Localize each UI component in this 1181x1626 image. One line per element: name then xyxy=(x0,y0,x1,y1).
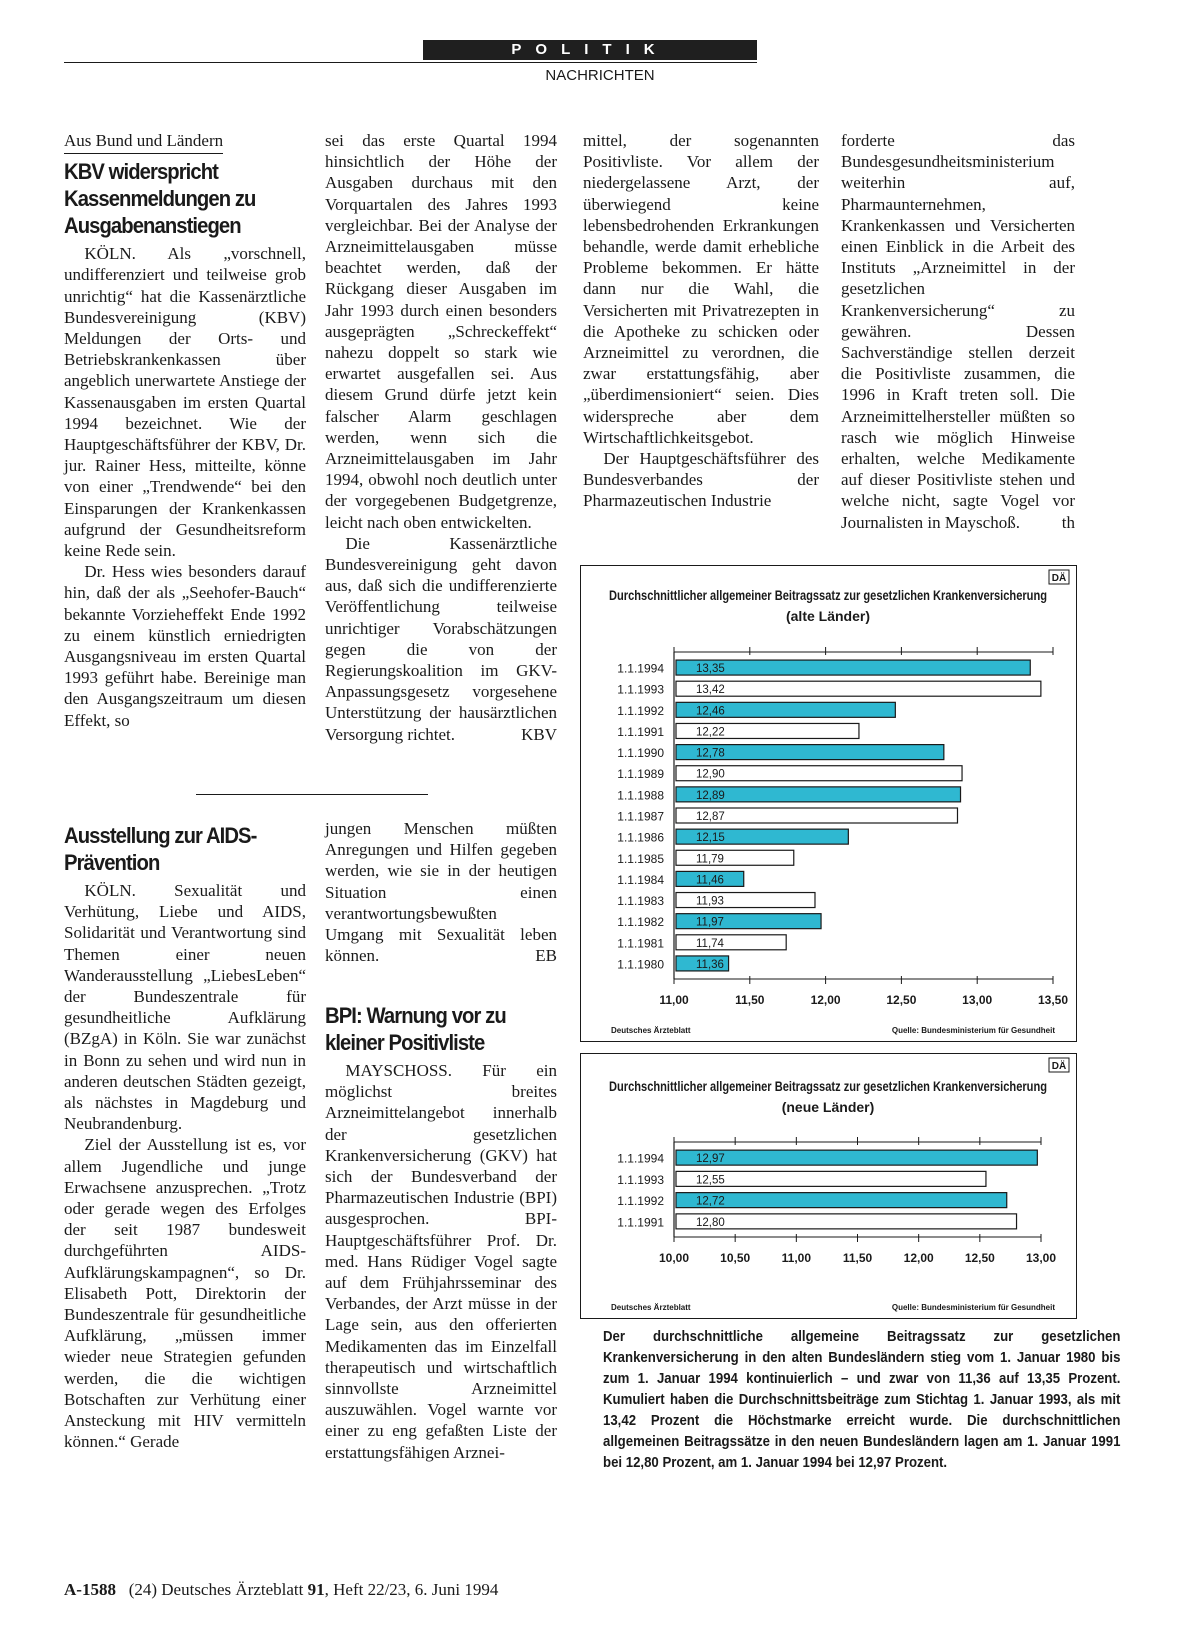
bar-value-label: 11,93 xyxy=(696,895,724,908)
article1-col2 xyxy=(325,130,557,745)
article3-paragraph: forderte das Bundesgesundheitsministerium weiterhin auf, Pharmaunternehmen, Krankenkassen und Versicherten einen Einblick in die Arbeit des Instituts „Arzneimittel in der gesetzlichen Krankenversicherung“ zu gewähren. Dessen Sachverständige stellen derzeit die Positivliste zusammen, die 1996 in Kraft treten soll. Die Arzneimittelhersteller müßten so rasch wie möglich Hinweise erhalten, welche Medikamente auf dieser Positivliste stehen und welche nicht, sagte Vogel vor Journalisten in Mayschoß. xyxy=(841,131,1075,532)
bar xyxy=(676,935,786,950)
subsection-label: NACHRICHTEN xyxy=(545,67,655,84)
chart-subtitle: (neue Länder) xyxy=(781,1099,875,1115)
category-label: 1.1.1986 xyxy=(617,830,664,845)
bar-value-label: 11,79 xyxy=(696,853,724,866)
tick-label: 12,50 xyxy=(886,993,917,1007)
tick-label: 13,50 xyxy=(1037,993,1069,1007)
bar-value-label: 12,55 xyxy=(696,1174,725,1187)
article1-paragraph: KÖLN. Als „vorschnell, undifferenziert und teilweise grob unrichtig“ hat die Kassenärztliche Bundesvereinigung (KBV) Meldungen der Orts- und Betriebskrankenkassen über angeblich unerwartete Anstiege der Kassenausgaben im ersten Quartal 1994 bezeichnet. Wie der Hauptgeschäftsführer der KBV, Dr. jur. Rainer Hess, mitteilte, könne von einer „Trendwende“ bei den Einsparungen der Krankenkassen aufgrund der Gesundheitsreform keine Rede sein. xyxy=(64,244,306,561)
category-label: 1.1.1992 xyxy=(617,1194,664,1209)
bar xyxy=(676,681,1041,696)
bar-value-label: 12,89 xyxy=(696,789,725,802)
chart-neue-laender xyxy=(580,1053,1077,1319)
category-label: 1.1.1994 xyxy=(617,661,664,676)
bar-value-label: 12,90 xyxy=(696,768,725,781)
category-label: 1.1.1980 xyxy=(617,957,664,972)
bar-value-label: 13,35 xyxy=(696,663,725,676)
issue-prefix: (24) Deutsches Ärzteblatt xyxy=(128,1580,304,1599)
article3-col4 xyxy=(841,130,1075,533)
category-label: 1.1.1993 xyxy=(617,682,664,697)
article1-headline: KBV widerspricht Kassenmeldungen zu Ausgabenanstiegen xyxy=(64,159,256,239)
bar-value-label: 11,74 xyxy=(696,937,724,950)
bar-value-label: 12,87 xyxy=(696,811,725,823)
page-number: A-1588 xyxy=(64,1580,116,1599)
da-badge: DÄ xyxy=(1051,573,1067,584)
tick-label: 11,00 xyxy=(781,1251,812,1265)
bar-value-label: 12,80 xyxy=(696,1216,725,1229)
category-label: 1.1.1987 xyxy=(617,809,664,824)
article3-signature: th xyxy=(1061,512,1075,532)
chart-alte-laender xyxy=(580,565,1077,1042)
chart-title: Durchschnittlicher allgemeiner Beitragssatz zur gesetzlichen Krankenversicherung xyxy=(609,587,1047,603)
bar-value-label: 11,97 xyxy=(696,916,724,929)
chart-caption: Der durchschnittliche allgemeine Beitragssatz zur gesetzlichen Krankenversicherung in den alten Bundesländern stieg vom 1. Januar 1980 bis zum 1. Januar 1994 kontinuierlich – und zwar von 11,36 auf 13,35 Prozent. Kumuliert haben die Durchschnittsbeiträge zum Stichtag 1. Januar 1993, als mit 13,42 Prozent die Höchstmarke erreicht wurde. Die durchschnittlichen allgemeinen Beitragssätze in den neuen Bundesländern lagen am 1. Januar 1991 bei 12,80 Prozent, am 1. Januar 1994 bei 12,97 Prozent. xyxy=(603,1328,1121,1471)
category-label: 1.1.1984 xyxy=(617,872,664,887)
issue-suffix: , Heft 22/23, 6. Juni 1994 xyxy=(324,1580,499,1599)
article2-paragraph: jungen Menschen müßten Anregungen und Hilfen gegeben werden, wie sie in der heutigen Situation einen verantwortungsbewußten Umgang mit Sexualität leben können. xyxy=(325,819,557,966)
bar-chart-alte-laender xyxy=(581,566,1075,1040)
source-left: Deutsches Ärzteblatt xyxy=(611,1303,691,1312)
article1-paragraph: Dr. Hess wies besonders darauf hin, daß der als „Seehofer-Bauch“ bekannte Vorzieheffekt Ende 1992 zu einem künstlich erniedrigten Ausgangsniveau im ersten Quartal 1993 geführt habe. Bereinige man den Ausgangszeitraum um diesen Effekt, so xyxy=(64,562,306,730)
article2-paragraph: KÖLN. Sexualität und Verhütung, Liebe und AIDS, Solidarität und Verantwortung sind Themen einer neuen Wanderausstellung „LiebesLeben“ der Bundeszentrale für gesundheitliche Aufklärung (BZgA) in Köln. Sie war zunächst in Bonn zu sehen und wird nun in anderen deutschen Städten gezeigt, als nächstes in Magdeburg und Neubrandenburg. xyxy=(64,881,306,1134)
header-rule xyxy=(64,62,757,63)
bar-value-label: 12,78 xyxy=(696,747,725,760)
tick-label: 11,50 xyxy=(842,1251,873,1265)
article1-paragraph: sei das erste Quartal 1994 hinsichtlich der Höhe der Ausgaben durchaus mit den Vorquartalen des Jahres 1993 vergleichbar. Bei der Analyse der Arzneimittelausgaben müsse beachtet werden, daß der Rückgang dieser Ausgaben im Jahr 1993 durch einen besonders ausgeprägten „Schreckeffekt“ nahezu doppelt so stark wie erwartet ausgefallen sei. Aus diesem Grund dürfe jetzt kein falscher Alarm geschlagen werden, wenn sich die Arzneimittelausgaben im Jahr 1994, obwohl noch deutlich unter der vorgegebenen Budgetgrenze, leicht nach oben entwickelten. xyxy=(325,131,557,532)
tick-label: 11,00 xyxy=(659,993,689,1007)
bar-value-label: 12,97 xyxy=(696,1153,725,1166)
tick-label: 12,00 xyxy=(810,993,841,1007)
article3-col2 xyxy=(325,1002,557,1463)
bar-value-label: 12,46 xyxy=(696,705,725,718)
source-left: Deutsches Ärzteblatt xyxy=(611,1026,691,1035)
category-label: 1.1.1992 xyxy=(617,703,664,718)
bar-value-label: 12,72 xyxy=(696,1195,725,1208)
source-right: Quelle: Bundesministerium für Gesundheit xyxy=(891,1026,1055,1035)
tick-label: 10,00 xyxy=(658,1251,690,1265)
volume-number: 91 xyxy=(307,1580,325,1599)
bar xyxy=(676,1150,1037,1165)
article3-col3 xyxy=(583,130,819,512)
article1-signature: KBV xyxy=(521,724,557,744)
bar xyxy=(676,1193,1007,1208)
tick-label: 12,50 xyxy=(964,1251,995,1265)
article3-paragraph: MAYSCHOSS. Für ein möglichst breites Arzneimittelangebot innerhalb der gesetzlichen Krankenversicherung (GKV) hat sich der Bundesverband der Pharmazeutischen Industrie (BPI) ausgesprochen. BPI-Hauptgeschäftsführer Prof. Dr. med. Hans Rüdiger Vogel sagte auf dem Frühjahrsseminar des Verbandes, der Arzt müsse in der Lage sein, aus den offerierten Medikamenten das im Einzelfall therapeutisch und wirtschaftlich sinnvollste Arzneimittel auszuwählen. Vogel warnte vor einer zu eng gefaßten Liste der erstattungsfähigen Arznei- xyxy=(325,1061,557,1462)
article3-headline: BPI: Warnung vor zu kleiner Positivliste xyxy=(325,1003,506,1055)
tick-label: 13,00 xyxy=(962,993,993,1007)
chart-title: Durchschnittlicher allgemeiner Beitragssatz zur gesetzlichen Krankenversicherung xyxy=(609,1078,1047,1094)
article-divider xyxy=(196,794,428,795)
bar xyxy=(676,850,794,865)
kicker: Aus Bund und Ländern xyxy=(64,130,223,154)
category-label: 1.1.1990 xyxy=(617,746,664,761)
bar xyxy=(676,660,1030,675)
category-label: 1.1.1991 xyxy=(617,724,664,739)
category-label: 1.1.1994 xyxy=(617,1151,664,1166)
category-label: 1.1.1989 xyxy=(617,767,664,782)
bar-value-label: 13,42 xyxy=(696,684,725,697)
bar xyxy=(676,1214,1017,1229)
bar-value-label: 12,15 xyxy=(696,832,725,845)
bar-value-label: 11,46 xyxy=(696,874,724,887)
tick-label: 12,00 xyxy=(903,1251,934,1265)
tick-label: 11,50 xyxy=(735,993,765,1007)
da-badge: DÄ xyxy=(1051,1061,1067,1072)
category-label: 1.1.1991 xyxy=(617,1215,664,1230)
tick-label: 10,50 xyxy=(720,1251,751,1265)
bar-value-label: 12,22 xyxy=(696,726,725,739)
source-right: Quelle: Bundesministerium für Gesundheit xyxy=(891,1303,1055,1312)
bar-value-label: 11,36 xyxy=(696,958,724,971)
category-label: 1.1.1985 xyxy=(617,851,664,866)
bar-chart-neue-laender xyxy=(581,1054,1075,1317)
article2-paragraph: Ziel der Ausstellung ist es, vor allem Jugendliche und junge Erwachsene anzusprechen. „Trotz oder gerade wegen des Erfolges der seit 1987 bundesweit durchgeführten AIDS-Aufklärungskampagnen“, so Dr. Elisabeth Pott, Direktorin der Bundeszentrale für gesundheitliche Aufklärung, „müssen immer wieder neue Strategien gefunden werden, die die wichtigen Botschaften zur Verhütung einer Ansteckung mit HIV vermitteln können.“ Gerade xyxy=(64,1135,306,1452)
article3-paragraph: mittel, der sogenannten Positivliste. Vor allem der niedergelassene Arzt, der überwiegend keine lebensbedrohenden Erkrankungen behandle, werde damit erhebliche Probleme bekommen. Er hätte dann nur die Wahl, die Versicherten mit Privatrezepten in die Apotheke zu schicken oder Arzneimittel zu verordnen, die zwar erstattungsfähig, aber „überdimensioniert“ seien. Dies widerspreche aber dem Wirtschaftlichkeitsgebot. xyxy=(583,131,819,447)
article1-col1 xyxy=(64,130,306,731)
article2-col1 xyxy=(64,822,306,1452)
category-label: 1.1.1982 xyxy=(617,915,664,930)
category-label: 1.1.1993 xyxy=(617,1172,664,1187)
article2-signature: EB xyxy=(535,946,557,966)
category-label: 1.1.1981 xyxy=(617,936,664,951)
chart-subtitle: (alte Länder) xyxy=(785,608,871,624)
page-footer xyxy=(64,1580,498,1600)
tick-label: 13,00 xyxy=(1025,1251,1057,1265)
category-label: 1.1.1983 xyxy=(617,894,664,909)
article3-paragraph: Der Hauptgeschäftsführer des Bundesverbandes der Pharmazeutischen Industrie xyxy=(583,449,819,511)
article2-col2 xyxy=(325,818,557,967)
category-label: 1.1.1988 xyxy=(617,788,664,803)
section-header: POLITIK xyxy=(423,40,757,60)
article2-headline: Ausstellung zur AIDS-Prävention xyxy=(64,823,257,875)
article1-paragraph: Die Kassenärztliche Bundesvereinigung geht davon aus, daß sich die undifferenzierte Veröffentlichung teilweise unrichtiger Vorabschätzungen gegen die von der Regierungskoalition im GKV-Anpassungsgesetz vorgesehene Unterstützung der hausärztlichen Versorgung richtet. xyxy=(325,533,557,744)
